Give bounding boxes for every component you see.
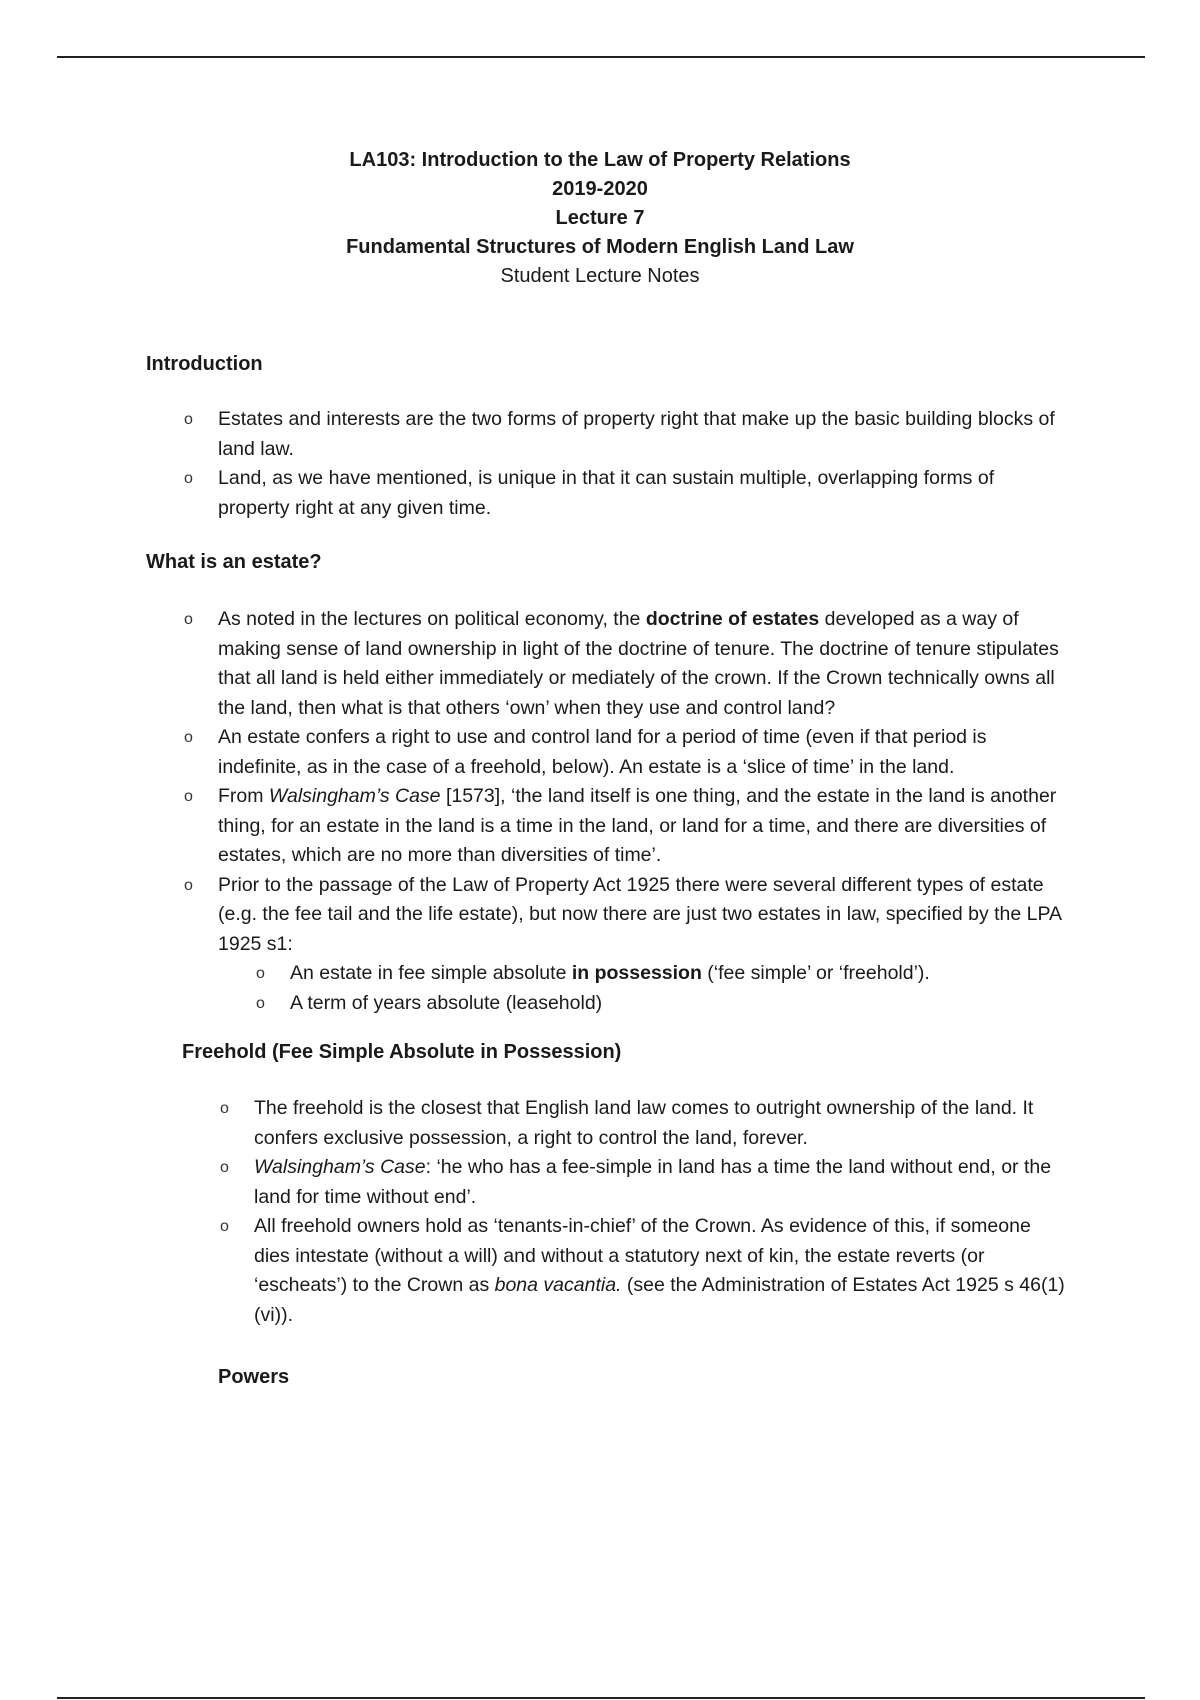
document-body bbox=[146, 350, 1066, 1392]
document-title-block bbox=[0, 146, 1200, 291]
document-subtitle: Student Lecture Notes bbox=[500, 265, 700, 287]
bullet-icon: o bbox=[184, 611, 193, 628]
term-doctrine-of-estates: doctrine of estates bbox=[645, 608, 820, 630]
bullet-icon: o bbox=[184, 411, 193, 428]
top-rule bbox=[57, 56, 1145, 58]
list-item: o Land, as we have mentioned, is unique in that it can sustain multiple, overlapping forms of property right at any given time. bbox=[146, 464, 1066, 523]
bullet-icon: o bbox=[184, 876, 193, 894]
section-heading-estate: What is an estate? bbox=[146, 551, 322, 573]
bullet-icon: o bbox=[220, 1100, 229, 1117]
introduction-list bbox=[146, 405, 1066, 523]
list-item: o An estate confers a right to use and control land for a period of time (even if that period is indefinite, as in the case of a freehold, below). An estate is a ‘slice of time’ in the land. bbox=[146, 723, 1066, 782]
list-item: o Prior to the passage of the Law of Property Act 1925 there were several different types of estate (e.g. the fee tail and the life estate), but now there are just two estates in law, specified by the LPA 1925 s1: bbox=[146, 871, 1066, 960]
case-citation: Walsingham’s Case bbox=[268, 785, 441, 807]
course-title: LA103: Introduction to the Law of Property Relations bbox=[349, 149, 851, 171]
list-item: o An estate in fee simple absolute in possession (‘fee simple’ or ‘freehold’). bbox=[146, 959, 1066, 989]
list-item: o A term of years absolute (leasehold) bbox=[146, 989, 1066, 1019]
latin-term: bona vacantia. bbox=[494, 1274, 622, 1296]
list-item: o From Walsingham’s Case [1573], ‘the land itself is one thing, and the estate in the land is another thing, for an estate in the land is a time in the land, or land for a time, and there are diversities of estates, which are no more than diversities of time’. bbox=[146, 782, 1066, 871]
case-citation: Walsingham’s Case bbox=[254, 1156, 426, 1178]
lecture-topic: Fundamental Structures of Modern English Land Law bbox=[346, 236, 854, 258]
bullet-icon: o bbox=[184, 788, 193, 805]
academic-year: 2019-2020 bbox=[552, 178, 648, 200]
list-item: o All freehold owners hold as ‘tenants-in-chief’ of the Crown. As evidence of this, if someone dies intestate (without a will) and without a statutory next of kin, the estate reverts (or ‘escheats’) to the Crown as bona vacantia. (see the Administration of Estates Act 1925 s 46(1)(vi)). bbox=[146, 1212, 1066, 1330]
bullet-icon: o bbox=[220, 1159, 229, 1176]
bullet-icon: o bbox=[256, 965, 265, 982]
list-item: o Estates and interests are the two forms of property right that make up the basic building blocks of land law. bbox=[146, 405, 1066, 464]
estate-sub-list bbox=[146, 959, 1066, 1018]
bullet-icon: o bbox=[184, 729, 193, 746]
subsection-heading-powers: Powers bbox=[218, 1366, 290, 1388]
bullet-icon: o bbox=[220, 1218, 229, 1235]
bottom-rule bbox=[57, 1697, 1145, 1699]
subsection-heading-freehold: Freehold (Fee Simple Absolute in Possession) bbox=[182, 1041, 622, 1063]
section-heading-introduction: Introduction bbox=[146, 353, 263, 375]
lecture-number: Lecture 7 bbox=[555, 207, 645, 229]
estate-list bbox=[146, 605, 1066, 959]
list-item: o The freehold is the closest that English land law comes to outright ownership of the land. It confers exclusive possession, a right to control the land, forever. bbox=[146, 1094, 1066, 1153]
bullet-icon: o bbox=[256, 994, 265, 1012]
list-item: o Walsingham’s Case: ‘he who has a fee-simple in land has a time the land without end, or the land for time without end’. bbox=[146, 1153, 1066, 1212]
term-in-possession: in possession bbox=[571, 962, 702, 984]
bullet-icon: o bbox=[184, 470, 193, 487]
list-item: o As noted in the lectures on political economy, the doctrine of estates developed as a way of making sense of land ownership in light of the doctrine of tenure. The doctrine of tenure stipulates that all land is held either immediately or mediately of the crown. If the Crown technically owns all the land, then what is that others ‘own’ when they use and control land? bbox=[146, 605, 1066, 723]
freehold-list bbox=[146, 1094, 1066, 1330]
